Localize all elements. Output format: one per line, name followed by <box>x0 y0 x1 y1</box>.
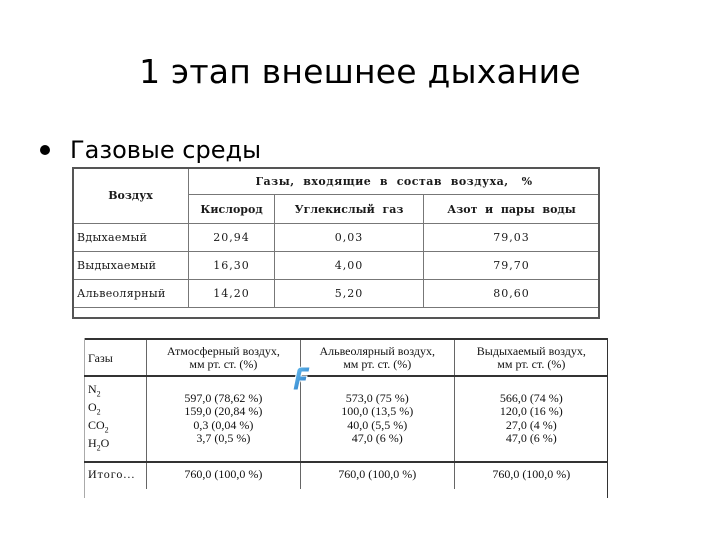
table-cell: 159,0 (20,84 %) <box>184 404 263 419</box>
table-cell: 597,0 (78,62 %) <box>184 390 263 405</box>
table-cell: 14,20 <box>189 280 275 308</box>
table-cell: 760,0 (100,0 %) <box>454 462 608 490</box>
row-label: Вдыхаемый <box>73 224 189 252</box>
table-row <box>84 376 608 462</box>
column-header <box>300 340 454 376</box>
header-line: мм рт. ст. (%) <box>189 357 258 371</box>
column-header: Азот и пары воды <box>424 195 600 224</box>
bullet-item <box>40 136 261 164</box>
exh-values <box>454 376 608 462</box>
table-cell: 100,0 (13,5 %) <box>341 404 414 419</box>
bullet-icon <box>40 145 50 155</box>
column-header <box>454 340 608 376</box>
column-header: Углекислый газ <box>275 195 424 224</box>
gas-formula: $N_2$ <box>88 382 101 399</box>
table-cell: 0,03 <box>275 224 424 252</box>
table-cell: 47,0 (6 %) <box>505 431 557 446</box>
table-cell: 40,0 (5,5 %) <box>347 417 408 432</box>
header-line: Выдыхаемый воздух, <box>476 344 586 358</box>
column-header <box>146 340 300 376</box>
table-cell: 16,30 <box>189 252 275 280</box>
group-header: Газы, входящие в состав воздуха, % <box>189 168 600 195</box>
table-cell: 47,0 (6 %) <box>351 431 403 446</box>
partial-pressure-table <box>84 340 608 489</box>
table-cell: 79,70 <box>424 252 600 280</box>
gas-formula: $CO_2$ <box>88 417 109 435</box>
row-label: Альвеолярный <box>73 280 189 308</box>
alv-values <box>300 376 454 462</box>
total-row <box>84 462 608 490</box>
header-line: мм рт. ст. (%) <box>343 357 412 371</box>
gas-list <box>84 376 146 462</box>
table-cell: 0,3 (0,04 %) <box>193 417 254 432</box>
table-row <box>73 252 600 280</box>
table-cell: 20,94 <box>189 224 275 252</box>
table-cell: 80,60 <box>424 280 600 308</box>
atm-values <box>146 376 300 462</box>
header-line: мм рт. ст. (%) <box>497 357 566 371</box>
table-cell: 79,03 <box>424 224 600 252</box>
table-cell: 566,0 (74 %) <box>499 390 563 405</box>
header-line: Атмосферный воздух, <box>166 344 280 358</box>
table-cell: 573,0 (75 %) <box>345 390 409 405</box>
bullet-text: Газовые среды <box>70 136 262 164</box>
table-row <box>73 280 600 308</box>
column-header: Газы <box>84 340 146 376</box>
table-header-row <box>84 340 608 376</box>
header-line: Альвеолярный воздух, <box>319 344 435 358</box>
table-row <box>73 224 600 252</box>
table-cell: 120,0 (16 %) <box>499 404 563 419</box>
table-cell: 5,20 <box>275 280 424 308</box>
column-header: Кислород <box>189 195 275 224</box>
table-cell: 760,0 (100,0 %) <box>146 462 300 490</box>
table-cell: 27,0 (4 %) <box>505 417 557 432</box>
row-label: Выдыхаемый <box>73 252 189 280</box>
air-composition-table <box>72 167 600 308</box>
gas-formula: $O_2$ <box>88 399 101 417</box>
corner-header: Воздух <box>73 168 189 224</box>
table-cell: 3,7 (0,5 %) <box>196 431 251 446</box>
gas-formula: $H_2O$ <box>88 435 110 453</box>
table-cell: 4,00 <box>275 252 424 280</box>
table-cell: 760,0 (100,0 %) <box>300 462 454 490</box>
total-label: Итого... <box>88 466 136 481</box>
slide-title: 1 этап внешнее дыхание <box>139 52 581 91</box>
